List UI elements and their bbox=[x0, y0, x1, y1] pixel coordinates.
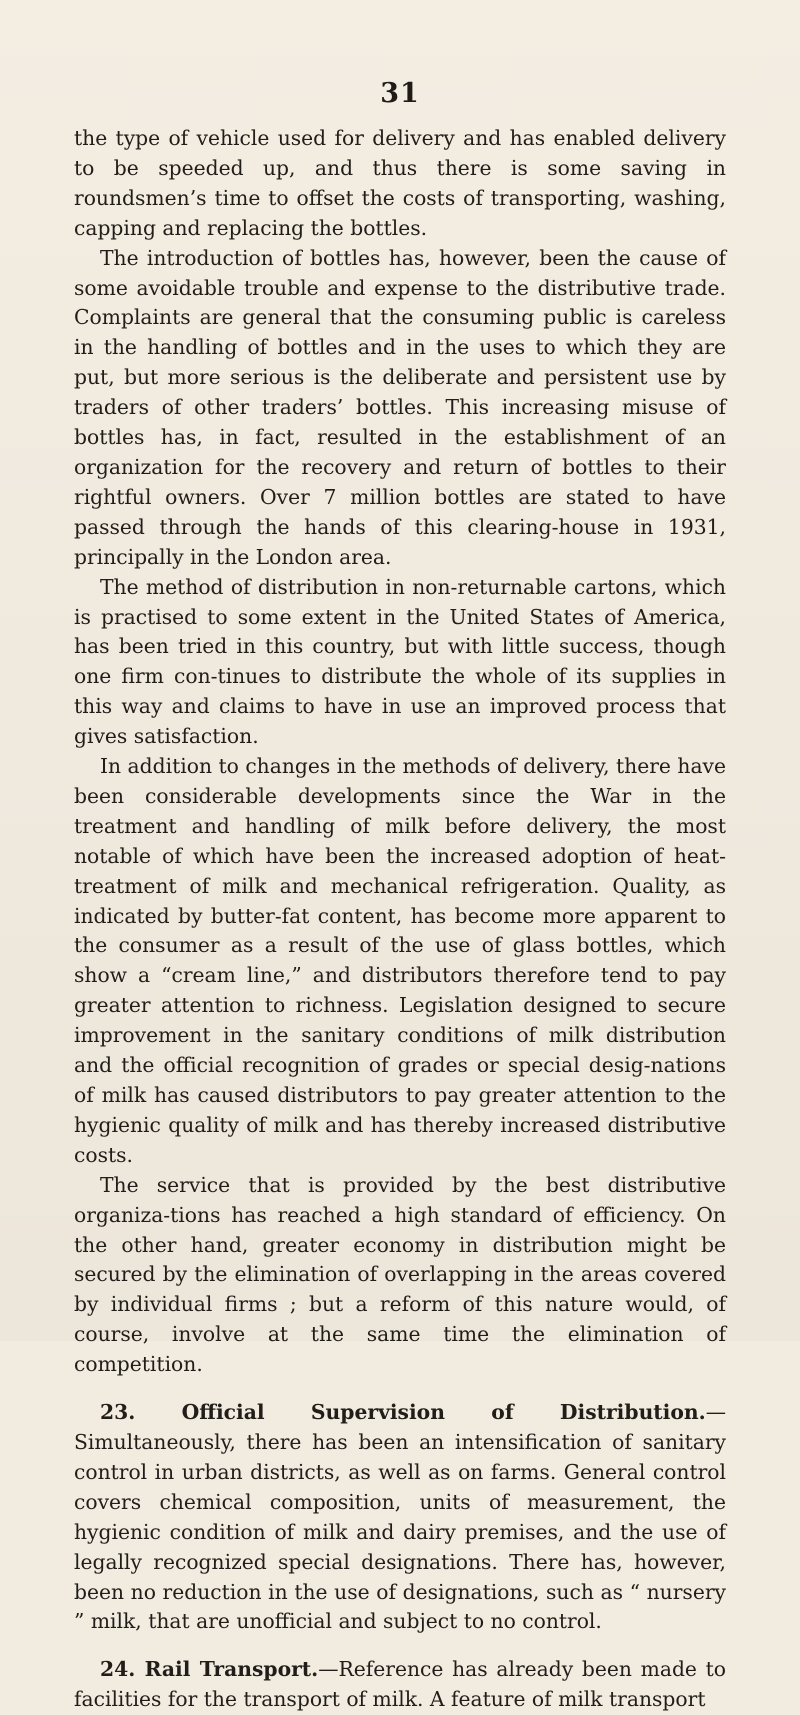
paragraph-treatment-developments: In addition to changes in the methods of delivery, there have been considerable developments since the War in the treatment and handling of milk before delivery, the most notable of which have been the increased adoption of heat-treatment of milk and mechanical refrigeration. Quality, as indicated by butter-fat content, has become more apparent to the consumer as a result of the use of glass bottles, which show a “cream line,” and distributors therefore tend to pay greater attention to richness. Legislation designed to secure improvement in the sanitary conditions of milk distribution and the official recognition of grades or special desig-nations of milk has caused distributors to pay greater attention to the hygienic quality of milk and has thereby increased distributive costs. bbox=[74, 754, 726, 1167]
paragraph-bottle-misuse: The introduction of bottles has, however, been the cause of some avoidable trouble and expense to the distributive trade. Complaints are general that the consuming public is careless in the handling of bottles and in the uses to which they are put, but more serious is the deliberate and persistent use by traders of other traders’ bottles. This increasing misuse of bottles has, in fact, resulted in the establishment of an organization for the recovery and return of bottles to their rightful owners. Over 7 million bottles are stated to have passed through the hands of this clearing-house in 1931, principally in the London area. bbox=[74, 245, 726, 569]
section-23-text: —Simultaneously, there has been an intensification of sanitary control in urban districts, as well as on farms. General control covers chemical composition, units of measurement, the hygienic condition of milk and dairy premises, and the use of legally recognized special designations. There has, however, been no reduction in the use of designations, such as “ nursery ” milk, that are unofficial and subject to no control. bbox=[74, 1400, 726, 1634]
section-23-heading: 23. Official Supervision of Distribution. bbox=[100, 1400, 706, 1425]
section-24-text: —Reference has already been made to facilities for the transport of milk. A feature of milk transport bbox=[74, 1657, 726, 1712]
section-24-heading: 24. Rail Transport. bbox=[100, 1657, 319, 1682]
paragraph-bottles-delivery: the type of vehicle used for delivery and has enabled delivery to be speeded up, and thus there is some saving in roundsmen’s time to offset the costs of transporting, washing, capping and replacing the bottles. bbox=[74, 126, 726, 240]
paragraph-cartons: The method of distribution in non-returnable cartons, which is practised to some extent in the United States of America, has been tried in this country, but with little success, though one firm con-tinues to distribute the whole of its supplies in this way and claims to have in use an improved process that gives satisfaction. bbox=[74, 574, 726, 749]
page-number: 31 bbox=[380, 78, 420, 109]
section-23 bbox=[74, 1398, 726, 1637]
body-text bbox=[74, 124, 726, 1715]
section-24 bbox=[74, 1655, 726, 1715]
paragraph-service-efficiency: The service that is provided by the best distributive organiza-tions has reached a high standard of efficiency. On the other hand, greater economy in distribution might be secured by the elimination of overlapping in the areas covered by individual firms ; but a reform of this nature would, of course, involve at the same time the elimination of competition. bbox=[74, 1172, 726, 1377]
